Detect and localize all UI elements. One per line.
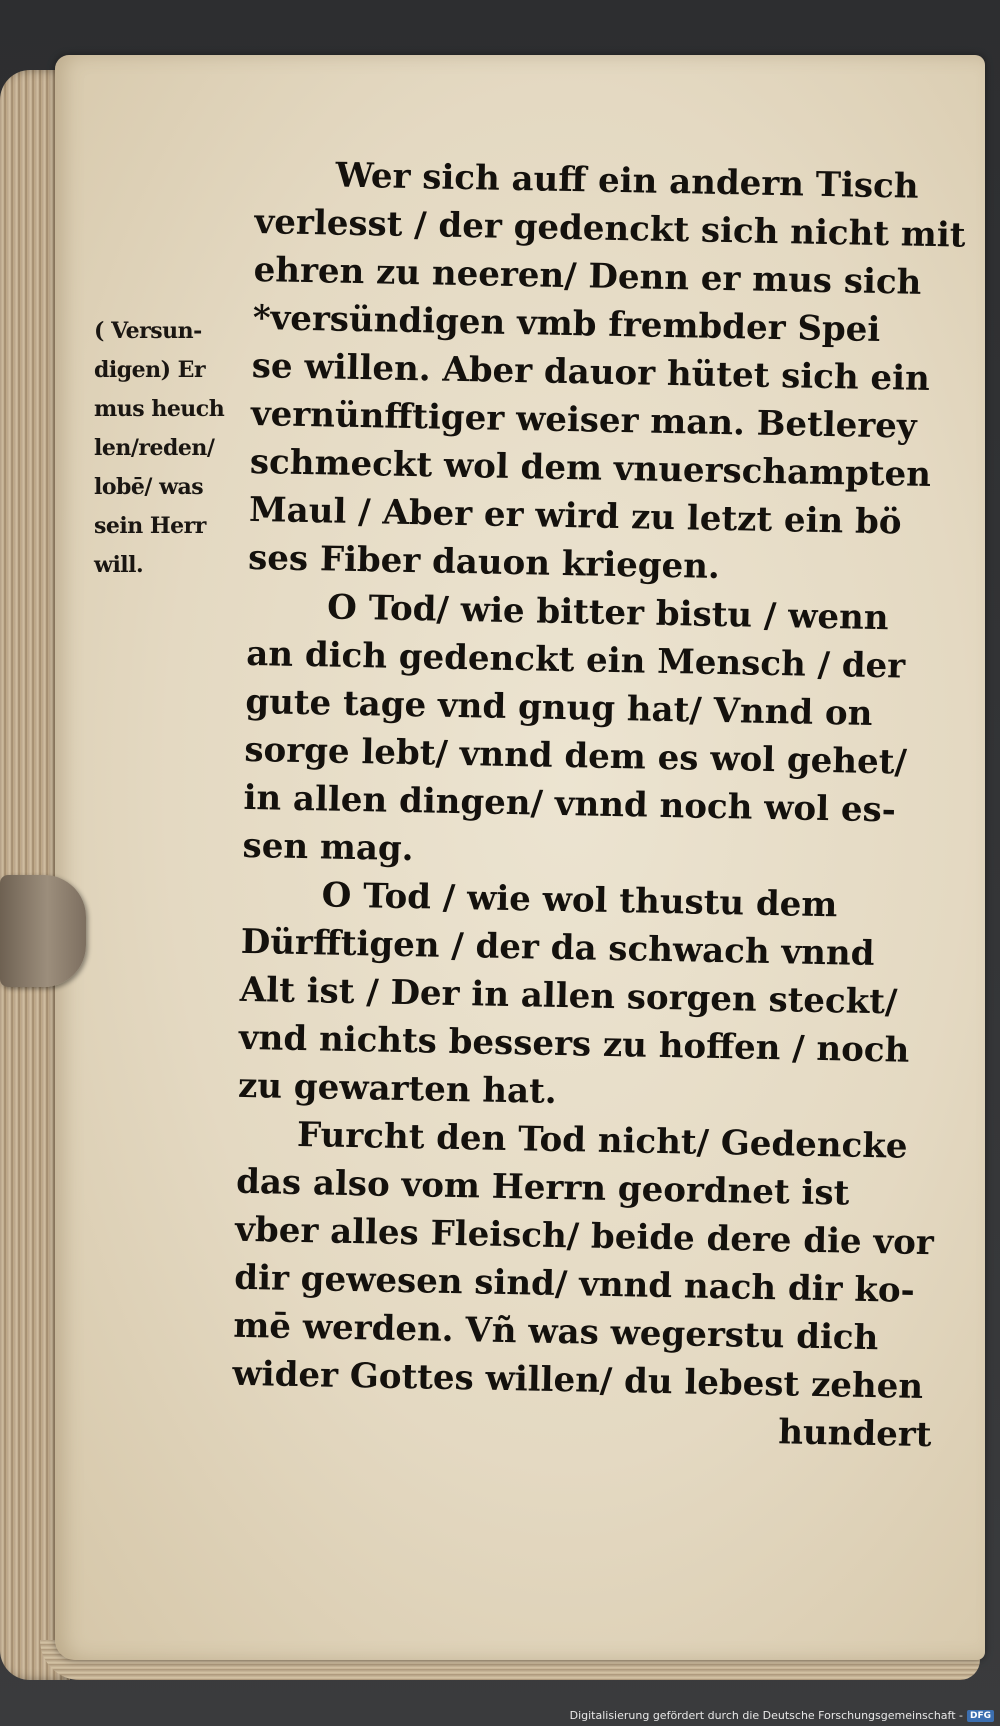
- text-line: Wer sich auff ein andern Tisch: [335, 155, 919, 207]
- text-line: sen mag.: [242, 825, 414, 870]
- text-line: Dürfftigen / der da schwach vnnd: [240, 921, 875, 975]
- text-line: O Tod/ wie bitter bistu / wenn: [326, 587, 889, 639]
- marginal-line: lobē/ was: [94, 474, 204, 500]
- body-text: [231, 150, 966, 1459]
- text-line: vnd nichts bessers zu hoffen / noch: [238, 1017, 910, 1071]
- text-line: in allen dingen/ vnnd noch wol es-: [243, 777, 897, 831]
- text-line: sorge lebt/ vnnd dem es wol gehet/: [244, 729, 908, 783]
- digitization-footer: [570, 1709, 994, 1722]
- marginal-line: digen) Er: [94, 357, 206, 383]
- text-line: Maul / Aber er wird zu letzt ein bö: [248, 489, 902, 543]
- text-line: zu gewarten hat.: [237, 1065, 558, 1112]
- text-line: verlesst / der gedenckt sich nicht mit: [254, 201, 966, 256]
- text-line: vernünfftiger weiser man. Betlerey: [250, 393, 918, 447]
- text-line: mē werden. Vñ was wegerstu dich: [233, 1305, 879, 1359]
- footer-text: Digitalisierung gefördert durch die Deutsche Forschungsgemeinschaft -: [569, 1709, 963, 1722]
- text-line: schmeckt wol dem vnuerschampten: [249, 441, 932, 496]
- marginal-line: mus heuch: [94, 396, 225, 422]
- text-line: O Tod / wie wol thustu dem: [321, 875, 838, 926]
- marginal-line: will.: [94, 552, 144, 578]
- text-line: *versündigen vmb frembder Spei: [252, 297, 881, 351]
- text-line: an dich gedenckt ein Mensch / der: [245, 633, 906, 687]
- text-line: gute tage vnd gnug hat/ Vnnd on: [245, 681, 873, 734]
- marginal-note: [94, 312, 244, 585]
- marginal-line: len/reden/: [94, 435, 215, 461]
- text-line: das also vom Herrn geordnet ist: [235, 1161, 850, 1214]
- catchword: hundert: [777, 1412, 932, 1456]
- text-line: dir gewesen sind/ vnnd nach dir ko-: [233, 1257, 916, 1311]
- text-line: Furcht den Tod nicht/ Gedencke: [296, 1114, 908, 1167]
- text-line: ses Fiber dauon kriegen.: [247, 537, 721, 587]
- bookmark-ribbon: [0, 875, 86, 987]
- text-line: Alt ist / Der in allen sorgen steckt/: [239, 969, 898, 1023]
- text-line: vber alles Fleisch/ beide dere die vor: [234, 1209, 935, 1264]
- text-line: se willen. Aber dauor hütet sich ein: [251, 345, 931, 399]
- dfg-logo: DFG: [967, 1710, 994, 1722]
- marginal-line: ( Versun-: [94, 318, 202, 344]
- text-line: wider Gottes willen/ du lebest zehen: [232, 1353, 924, 1408]
- marginal-line: sein Herr: [94, 513, 206, 539]
- text-line: ehren zu neeren/ Denn er mus sich: [253, 249, 922, 303]
